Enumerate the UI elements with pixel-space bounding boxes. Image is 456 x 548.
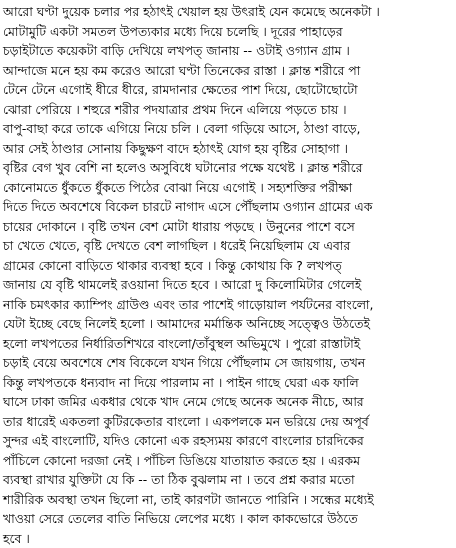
- text-line: বাপু-বাছা করে তাকে এগিয়ে নিয়ে চলি । বেলা গড়িয়ে আসে, ঠাণ্ডা বাড়ে,: [3, 119, 453, 139]
- text-line: জানায় যে বৃষ্টি থামলেই রওয়ানা দিতে হবে । আরো দু কিলোমিটার গেলেই: [3, 275, 453, 295]
- text-line: খাওয়া সেরে তেলের বাতি নিভিয়ে লেপের মধ্যে । কাল কাকভোরে উঠতে: [3, 509, 453, 529]
- text-line: চড়াইটাতে কয়েকটা বাড়ি দেখিয়ে লখপত্ জানায় -- ওটাই ওগ্যান গ্রাম ।: [3, 41, 453, 61]
- text-line: কোনোমতে ধুঁকতে ধুঁকতে পিঠের বোঝা নিয়ে এগোই । সহ্যশক্তির পরীক্ষা: [3, 178, 453, 198]
- text-line: নাকি চমৎকার ক্যাম্পিং গ্রাউণ্ড এবং তার পাশেই গাড়োয়াল পর্যটনের বাংলো,: [3, 295, 453, 315]
- text-line: পাঁচিলে কোনো দরজা নেই । পাঁচিল ডিঙিয়ে যাতায়াত করতে হয় । এরকম: [3, 451, 453, 471]
- text-line: শারীরিক অবস্থা তখন ছিলো না, তাই কারণটা জানতে পারিনি । সন্ধের মধ্যেই: [3, 490, 453, 510]
- text-line: ঝোরা পেরিয়ে । শহুরে শরীর পদযাত্রার প্রথম দিনে এলিয়ে পড়তে চায় ।: [3, 100, 453, 120]
- text-line: আরো ঘণ্টা দুয়েক চলার পর হঠাৎই খেয়াল হয় উৎরাই যেন কমেছে অনেকটা ।: [3, 2, 453, 22]
- text-line: ঘাসে ঢাকা জমির একধার থেকে খাদ নেমে গেছে অনেক অনেক নীচে, আর: [3, 392, 453, 412]
- text-line: দিতে দিতে অবশেষে বিকেল চারটে নাগাদ এসে পৌঁছলাম ওগ্যান গ্রামের এক: [3, 197, 453, 217]
- text-line: চায়ের দোকানে । বৃষ্টি তখন বেশ মোটা ধারায় পড়ছে । উনুনের পাশে বসে: [3, 217, 453, 237]
- text-line: চড়াই বেয়ে অবশেষে শেষ বিকেলে যখন গিয়ে পৌঁছলাম সে জায়গায়, তখন: [3, 353, 453, 373]
- text-line: বৃষ্টির বেগ খুব বেশি না হলেও অসুবিধে ঘটানোর পক্ষে যথেষ্ট । ক্লান্ত শরীরে: [3, 158, 453, 178]
- text-line: মোটামুটি একটা সমতল উপত্যকার মধ্যে দিয়ে চলেছি । দূরের পাহাড়ের: [3, 22, 453, 42]
- text-line: হবে ।: [3, 529, 453, 548]
- text-line: চা খেতে খেতে, বৃষ্টি দেখতে বেশ লাগছিল । ধরেই নিয়েছিলাম যে এবার: [3, 236, 453, 256]
- text-line: গ্রামের কোনো বাড়িতে থাকার ব্যবস্থা হবে । কিন্তু কোথায় কি ? লখপত্: [3, 256, 453, 276]
- text-line: আন্দাজে মনে হয় কম করেও আরো ঘণ্টা তিনেকের রাস্তা । ক্লান্ত শরীরে পা: [3, 61, 453, 81]
- text-line: ব্যবস্থা রাখার যুক্তিটা যে কি -- তা ঠিক বুঝলাম না । তবে প্রশ্ন করার মতো: [3, 470, 453, 490]
- text-line: কিন্তু লখপতকে ধন্যবাদ না দিয়ে পারলাম না । পাইন গাছে ঘেরা এক ফালি: [3, 373, 453, 393]
- text-line: সুন্দর এই বাংলোটি, যদিও কোনো এক রহস্যময় কারণে বাংলোর চারদিকের: [3, 431, 453, 451]
- text-line: তার ধারেই একতলা কুটিরকেতার বাংলো । একপলকে মন ভরিয়ে দেয় অপূর্ব: [3, 412, 453, 432]
- text-line: হলো লখপতের নির্ধারিতশিখরে বাংলো/তাঁবুস্থল অভিমুখে । পুরো রাস্তাটাই: [3, 334, 453, 354]
- text-line: টেনে টেনে এগোই ধীরে ধীরে, রামদানার ক্ষেতের পাশ দিয়ে, ছোটোছোটো: [3, 80, 453, 100]
- text-line: আর সেই ঠাণ্ডার সোনায় কিছুক্ষণ বাদে হঠাৎই যোগ হয় বৃষ্টির সোহাগা ।: [3, 139, 453, 159]
- text-line: যেটা ইচ্ছে বেছে নিলেই হলো । আমাদের মর্মান্তিক অনিচ্ছে সত্ত্বেও উঠতেই: [3, 314, 453, 334]
